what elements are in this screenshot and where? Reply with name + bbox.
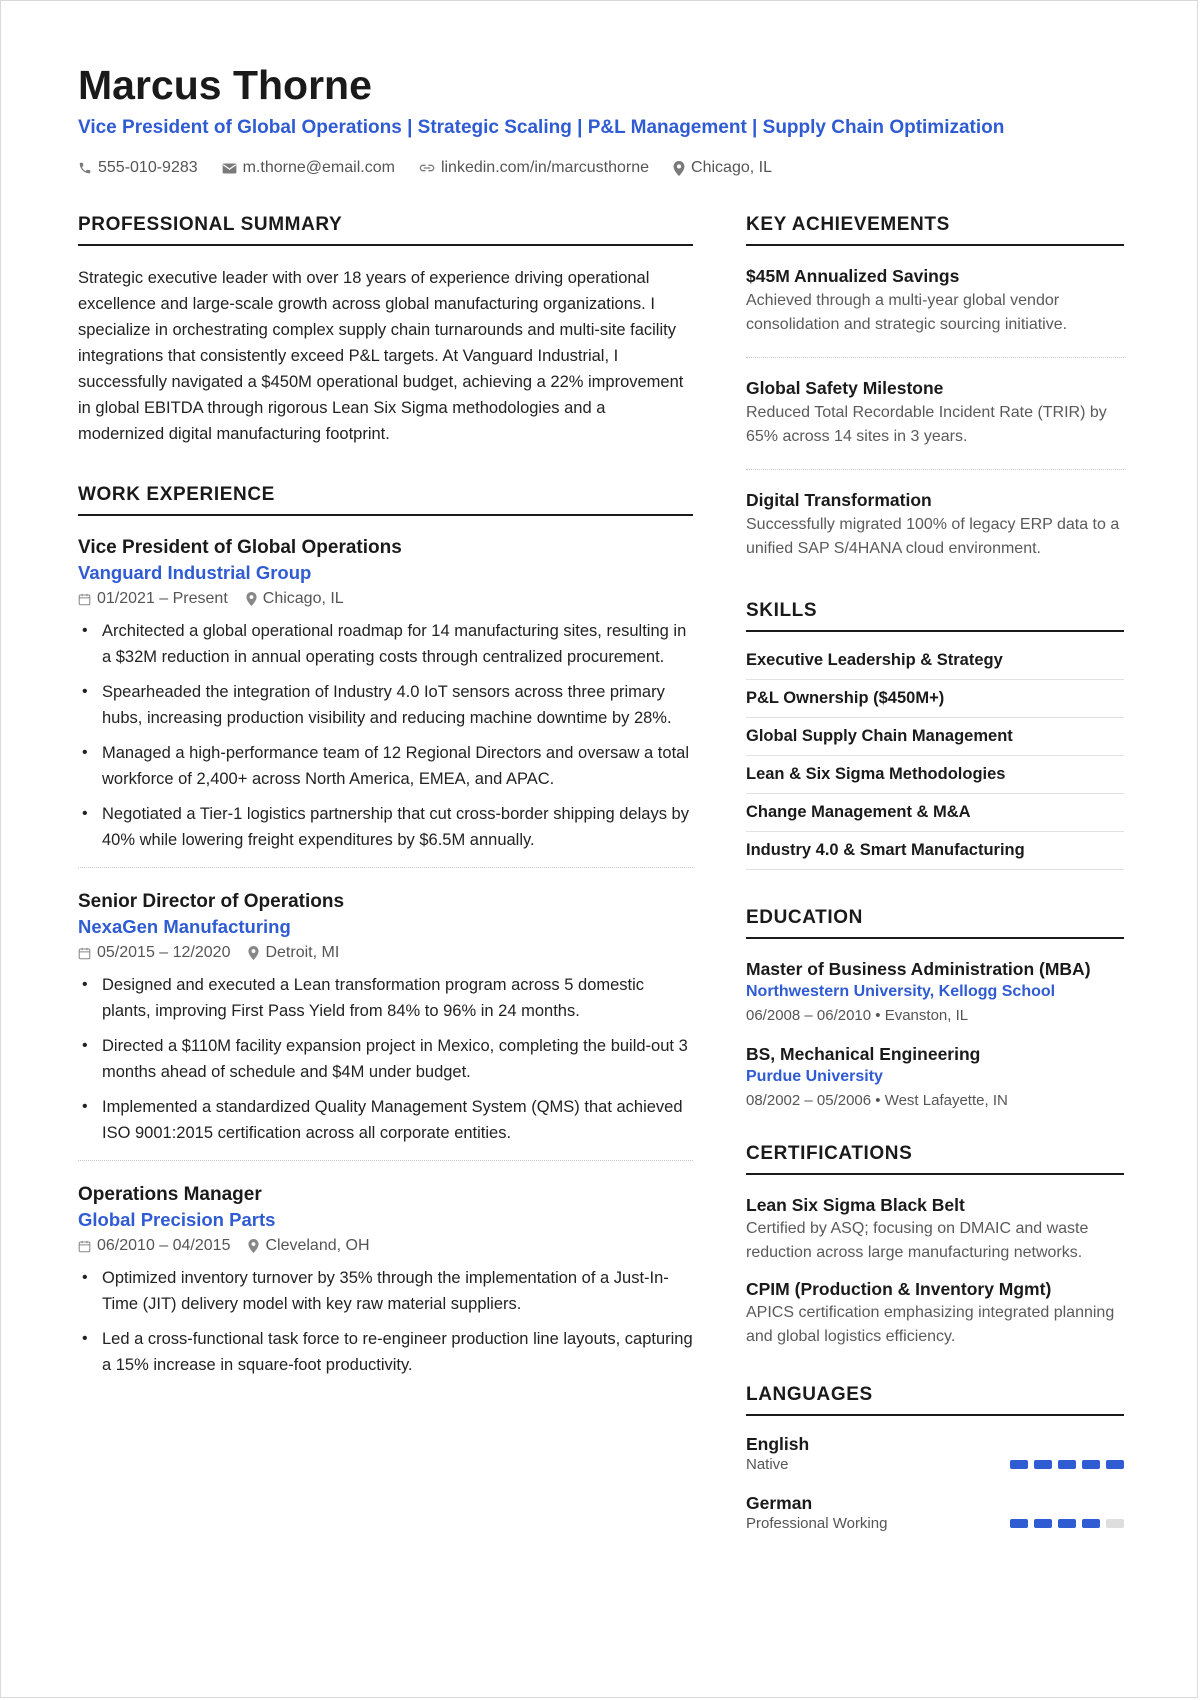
phone-icon xyxy=(78,161,92,175)
achievement-title: Global Safety Milestone xyxy=(746,378,944,398)
rating-dot-filled xyxy=(1034,1519,1052,1528)
skill-item: Change Management & M&A xyxy=(746,794,1124,832)
location-icon xyxy=(248,946,259,960)
job-location-text: Detroit, MI xyxy=(265,944,340,961)
bullet-item: • Managed a high-performance team of 12 Regional Directors and oversaw a total workforce of 2,400+ across North America, EMEA, and APAC. xyxy=(78,740,693,792)
job-meta xyxy=(78,588,693,610)
job-bullets xyxy=(78,618,693,853)
certifications-heading: CERTIFICATIONS xyxy=(746,1142,1124,1175)
language-level: Professional Working xyxy=(746,1515,888,1532)
education-degree: BS, Mechanical Engineering xyxy=(746,1044,981,1064)
job-company: Vanguard Industrial Group xyxy=(78,562,312,583)
rating-dot-filled xyxy=(1058,1519,1076,1528)
job-bullets xyxy=(78,972,693,1146)
skill-item: Lean & Six Sigma Methodologies xyxy=(746,756,1124,794)
skills-heading: SKILLS xyxy=(746,599,1124,632)
email-text[interactable]: m.thorne@email.com xyxy=(242,159,395,176)
certification-item xyxy=(746,1193,1124,1265)
achievement-item xyxy=(746,246,1124,358)
language-name: English xyxy=(746,1434,810,1454)
calendar-icon xyxy=(78,947,91,960)
job-dates-text: 05/2015 – 12/2020 xyxy=(97,944,231,961)
education-meta: 06/2008 – 06/2010 • Evanston, IL xyxy=(746,1007,969,1024)
certification-title: Lean Six Sigma Black Belt xyxy=(746,1195,965,1215)
location-icon xyxy=(246,592,257,606)
job-company: NexaGen Manufacturing xyxy=(78,916,291,937)
languages-heading: LANGUAGES xyxy=(746,1383,1124,1416)
skill-item: Industry 4.0 & Smart Manufacturing xyxy=(746,832,1124,870)
job-divider xyxy=(78,1160,693,1161)
job-divider xyxy=(78,867,693,868)
achievement-desc: Successfully migrated 100% of legacy ERP data to a unified SAP S/4HANA cloud environment. xyxy=(746,516,1120,557)
job-title: Senior Director of Operations xyxy=(78,891,345,912)
job-meta xyxy=(78,942,693,964)
left-column xyxy=(78,213,693,1387)
experience-heading: WORK EXPERIENCE xyxy=(78,483,693,516)
location-text: Chicago, IL xyxy=(691,159,772,176)
rating-dot-filled xyxy=(1106,1460,1124,1469)
candidate-name: Marcus Thorne xyxy=(78,62,372,108)
resume-header xyxy=(78,59,1128,179)
calendar-icon xyxy=(78,593,91,606)
bullet-item: • Negotiated a Tier-1 logistics partnership that cut cross-border shipping delays by 40% while lowering freight expenditures by $6.5M annually. xyxy=(78,801,693,853)
bullet-item: • Spearheaded the integration of Industry 4.0 IoT sensors across three primary hubs, increasing production visibility and reducing machine downtime by 28%. xyxy=(78,679,693,731)
job-title: Vice President of Global Operations xyxy=(78,537,402,558)
language-info xyxy=(746,1433,809,1475)
job-dates xyxy=(78,1235,230,1257)
rating-dot-filled xyxy=(1058,1460,1076,1469)
job-entry xyxy=(78,890,693,1161)
job-dates-text: 06/2010 – 04/2015 xyxy=(97,1237,231,1254)
rating-dot-empty xyxy=(1106,1519,1124,1528)
rating-dot-filled xyxy=(1034,1460,1052,1469)
education-school: Northwestern University, Kellogg School xyxy=(746,983,1056,1000)
achievement-title: Digital Transformation xyxy=(746,490,932,510)
achievement-item xyxy=(746,470,1124,571)
link-icon xyxy=(419,162,435,174)
language-item xyxy=(746,1492,1124,1534)
language-rating xyxy=(1004,1519,1124,1528)
job-bullets xyxy=(78,1265,693,1378)
job-dates xyxy=(78,588,228,610)
language-name: German xyxy=(746,1493,813,1513)
certification-desc: Certified by ASQ; focusing on DMAIC and waste reduction across large manufacturing networks. xyxy=(746,1220,1089,1261)
certification-title: CPIM (Production & Inventory Mgmt) xyxy=(746,1279,1052,1299)
bullet-item: • Designed and executed a Lean transformation program across 5 domestic plants, improving First Pass Yield from 84% to 96% in 24 months. xyxy=(78,972,693,1024)
rating-dot-filled xyxy=(1082,1519,1100,1528)
job-meta xyxy=(78,1235,693,1257)
bullet-item: • Architected a global operational roadmap for 14 manufacturing sites, resulting in a $32M reduction in annual operating costs through centralized procurement. xyxy=(78,618,693,670)
rating-dot-filled xyxy=(1010,1519,1028,1528)
job-company: Global Precision Parts xyxy=(78,1209,276,1230)
bullet-item: • Optimized inventory turnover by 35% through the implementation of a Just-In-Time (JIT) delivery model with key raw material suppliers. xyxy=(78,1265,693,1317)
email-icon xyxy=(222,162,237,175)
education-degree: Master of Business Administration (MBA) xyxy=(746,959,1091,979)
language-item xyxy=(746,1433,1124,1475)
linkedin-text[interactable]: linkedin.com/in/marcusthorne xyxy=(440,159,650,176)
contact-email[interactable] xyxy=(222,157,395,179)
education-heading: EDUCATION xyxy=(746,906,1124,939)
education-meta: 08/2002 – 05/2006 • West Lafayette, IN xyxy=(746,1092,1008,1109)
achievement-desc: Achieved through a multi-year global vendor consolidation and strategic sourcing initiative. xyxy=(746,292,1068,333)
headline: Vice President of Global Operations | Strategic Scaling | P&L Management | Supply Chain Optimization xyxy=(78,117,1005,138)
contact-linkedin[interactable] xyxy=(419,157,649,179)
achievements-list xyxy=(746,246,1124,571)
job-dates xyxy=(78,942,230,964)
skill-item: Executive Leadership & Strategy xyxy=(746,642,1124,680)
rating-dot-filled xyxy=(1010,1460,1028,1469)
contact-phone xyxy=(78,157,198,179)
phone-text: 555-010-9283 xyxy=(98,159,198,176)
certification-desc: APICS certification emphasizing integrated planning and global logistics efficiency. xyxy=(746,1304,1115,1345)
skills-list xyxy=(746,642,1124,870)
skill-item: Global Supply Chain Management xyxy=(746,718,1124,756)
job-location xyxy=(246,588,344,610)
education-item xyxy=(746,1042,1124,1112)
location-icon xyxy=(673,161,685,176)
education-school: Purdue University xyxy=(746,1068,883,1085)
skill-item: P&L Ownership ($450M+) xyxy=(746,680,1124,718)
contact-location xyxy=(673,157,772,179)
achievements-heading: KEY ACHIEVEMENTS xyxy=(746,213,1124,246)
language-rating xyxy=(1004,1460,1124,1469)
location-icon xyxy=(248,1239,259,1253)
language-info xyxy=(746,1492,887,1534)
calendar-icon xyxy=(78,1240,91,1253)
certification-item xyxy=(746,1277,1124,1349)
job-location xyxy=(248,1235,369,1257)
rating-dot-filled xyxy=(1082,1460,1100,1469)
achievement-item xyxy=(746,358,1124,470)
job-entry xyxy=(78,536,693,868)
job-title: Operations Manager xyxy=(78,1184,262,1205)
bullet-item: • Implemented a standardized Quality Management System (QMS) that achieved ISO 9001:2015 certification across all corporate entities. xyxy=(78,1094,693,1146)
bullet-item: • Directed a $110M facility expansion project in Mexico, completing the build-out 3 months ahead of schedule and $4M under budget. xyxy=(78,1033,693,1085)
job-entry xyxy=(78,1183,693,1378)
language-level: Native xyxy=(746,1456,789,1473)
achievement-desc: Reduced Total Recordable Incident Rate (TRIR) by 65% across 14 sites in 3 years. xyxy=(746,404,1107,445)
right-column xyxy=(746,213,1124,1534)
job-location-text: Chicago, IL xyxy=(262,590,344,607)
job-location xyxy=(248,942,339,964)
achievement-title: $45M Annualized Savings xyxy=(746,266,960,286)
job-location-text: Cleveland, OH xyxy=(265,1237,370,1254)
job-dates-text: 01/2021 – Present xyxy=(97,590,228,607)
bullet-item: • Led a cross-functional task force to re-engineer production line layouts, capturing a 15% increase in square-foot productivity. xyxy=(78,1326,693,1378)
contact-bar xyxy=(78,157,1128,179)
education-item xyxy=(746,957,1124,1027)
summary-heading: PROFESSIONAL SUMMARY xyxy=(78,213,693,246)
summary-text: Strategic executive leader with over 18 years of experience driving operational excellence and large-scale growth across global manufacturing organizations. I specialize in orchestrating complex supply chain turnarounds and multi-site facility integrations that consistently exceed P&L targets. At Vanguard Industrial, I successfully navigated a $450M operational budget, achieving a 22% improvement in global EBITDA through rigorous Lean Six Sigma methodologies and a modernized digital manufacturing footprint. xyxy=(78,269,684,443)
